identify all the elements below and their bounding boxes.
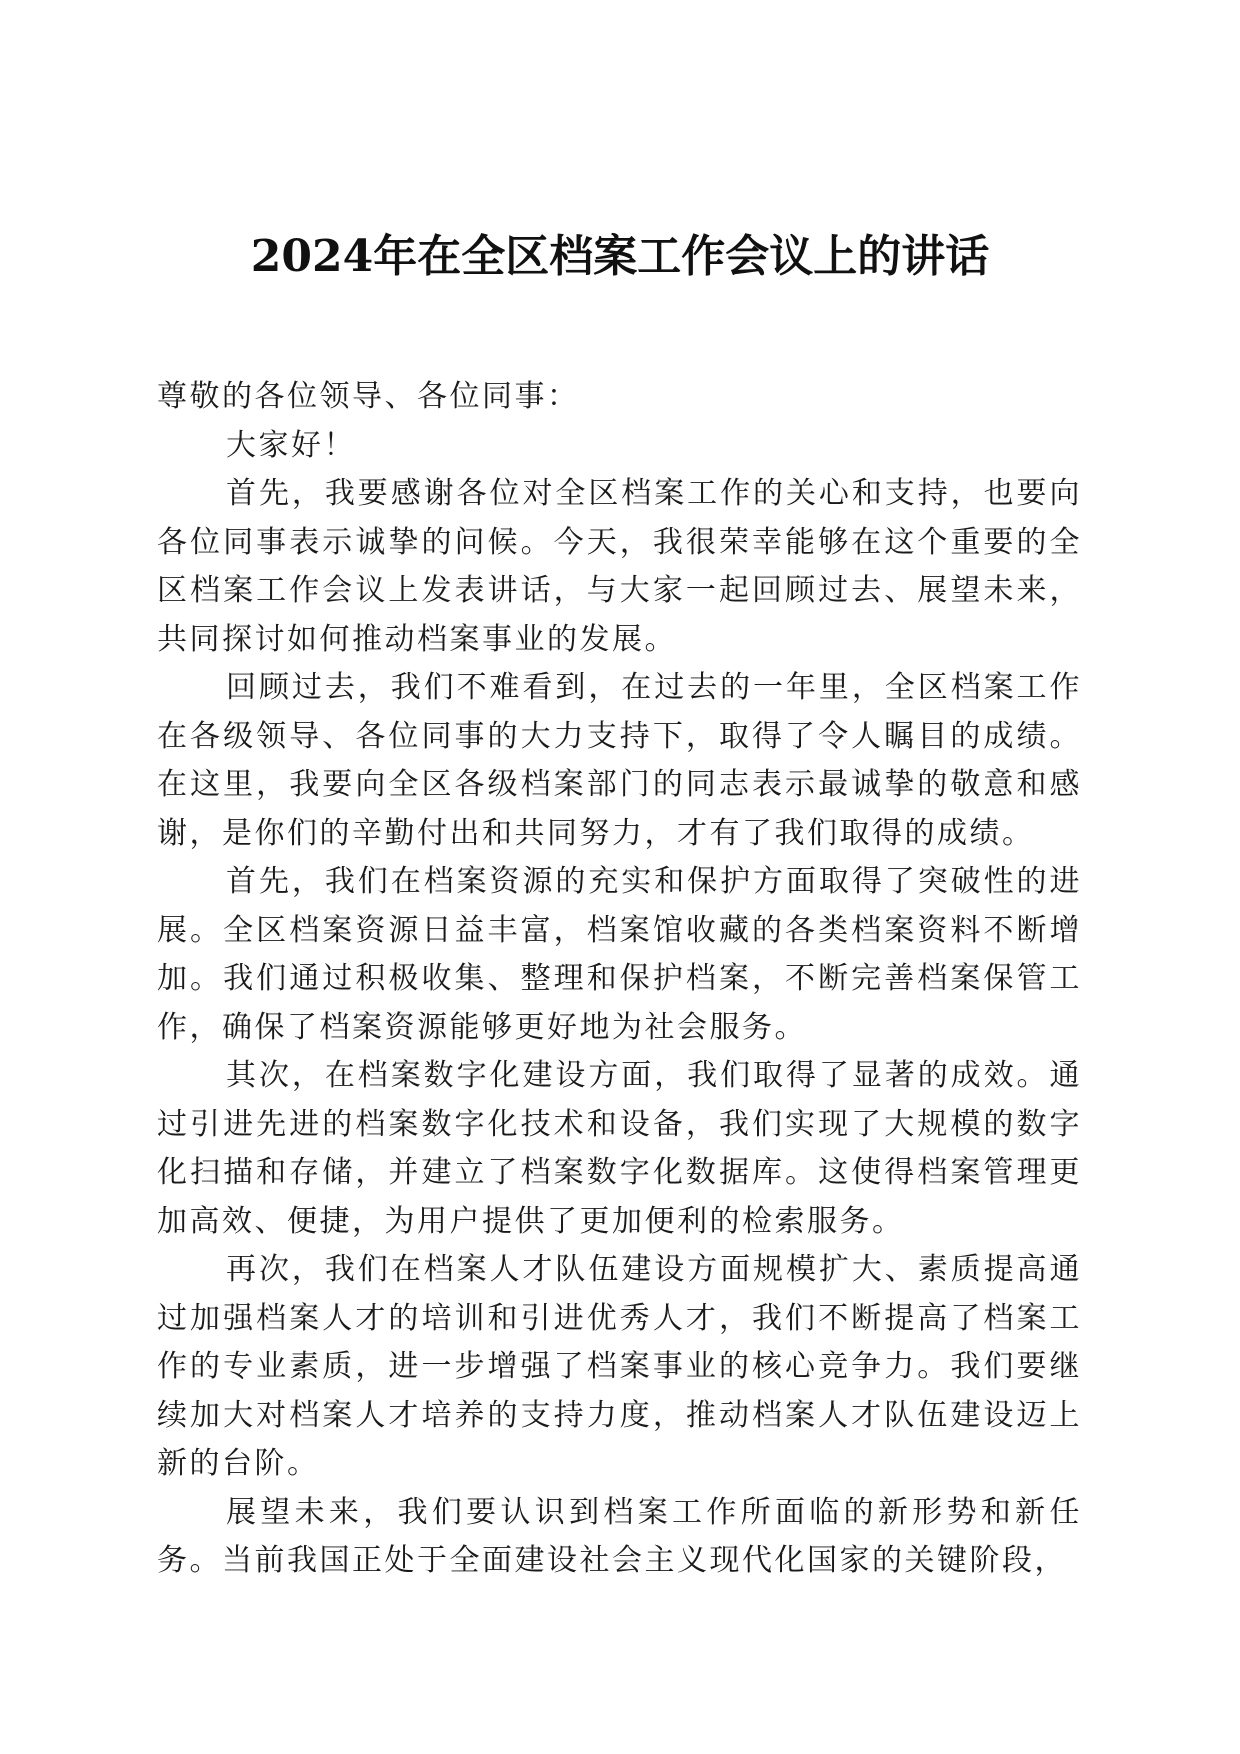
body-paragraph: 回顾过去，我们不难看到，在过去的一年里，全区档案工作在各级领导、各位同事的大力支持下，取得了令人瞩目的成绩。在这里，我要向全区各级档案部门的同志表示最诚挚的敬意和感谢，是你们的辛勤付出和共同努力，才有了我们取得的成绩。 [157,670,1082,851]
document-body [157,373,1082,1586]
greeting-paragraph: 大家好！ [226,427,356,463]
body-paragraph: 展望未来，我们要认识到档案工作所面临的新形势和新任务。当前我国正处于全面建设社会主义现代化国家的关键阶段， [157,1494,1082,1578]
document-title: 2024年在全区档案工作会议上的讲话 [250,231,990,282]
body-paragraph: 首先，我要感谢各位对全区档案工作的关心和支持，也要向各位同事表示诚挚的问候。今天，我很荣幸能够在这个重要的全区档案工作会议上发表讲话，与大家一起回顾过去、展望未来，共同探讨如何推动档案事业的发展。 [157,476,1082,657]
body-paragraph: 首先，我们在档案资源的充实和保护方面取得了突破性的进展。全区档案资源日益丰富，档案馆收藏的各类档案资料不断增加。我们通过积极收集、整理和保护档案，不断完善档案保管工作，确保了档案资源能够更好地为社会服务。 [157,864,1082,1045]
body-paragraph: 再次，我们在档案人才队伍建设方面规模扩大、素质提高通过加强档案人才的培训和引进优秀人才，我们不断提高了档案工作的专业素质，进一步增强了档案事业的核心竞争力。我们要继续加大对档案人才培养的支持力度，推动档案人才队伍建设迈上新的台阶。 [157,1252,1082,1481]
body-paragraph: 其次，在档案数字化建设方面，我们取得了显著的成效。通过引进先进的档案数字化技术和设备，我们实现了大规模的数字化扫描和存储，并建立了档案数字化数据库。这使得档案管理更加高效、便捷，为用户提供了更加便利的检索服务。 [157,1058,1082,1239]
salutation: 尊敬的各位领导、各位同事： [157,379,580,414]
